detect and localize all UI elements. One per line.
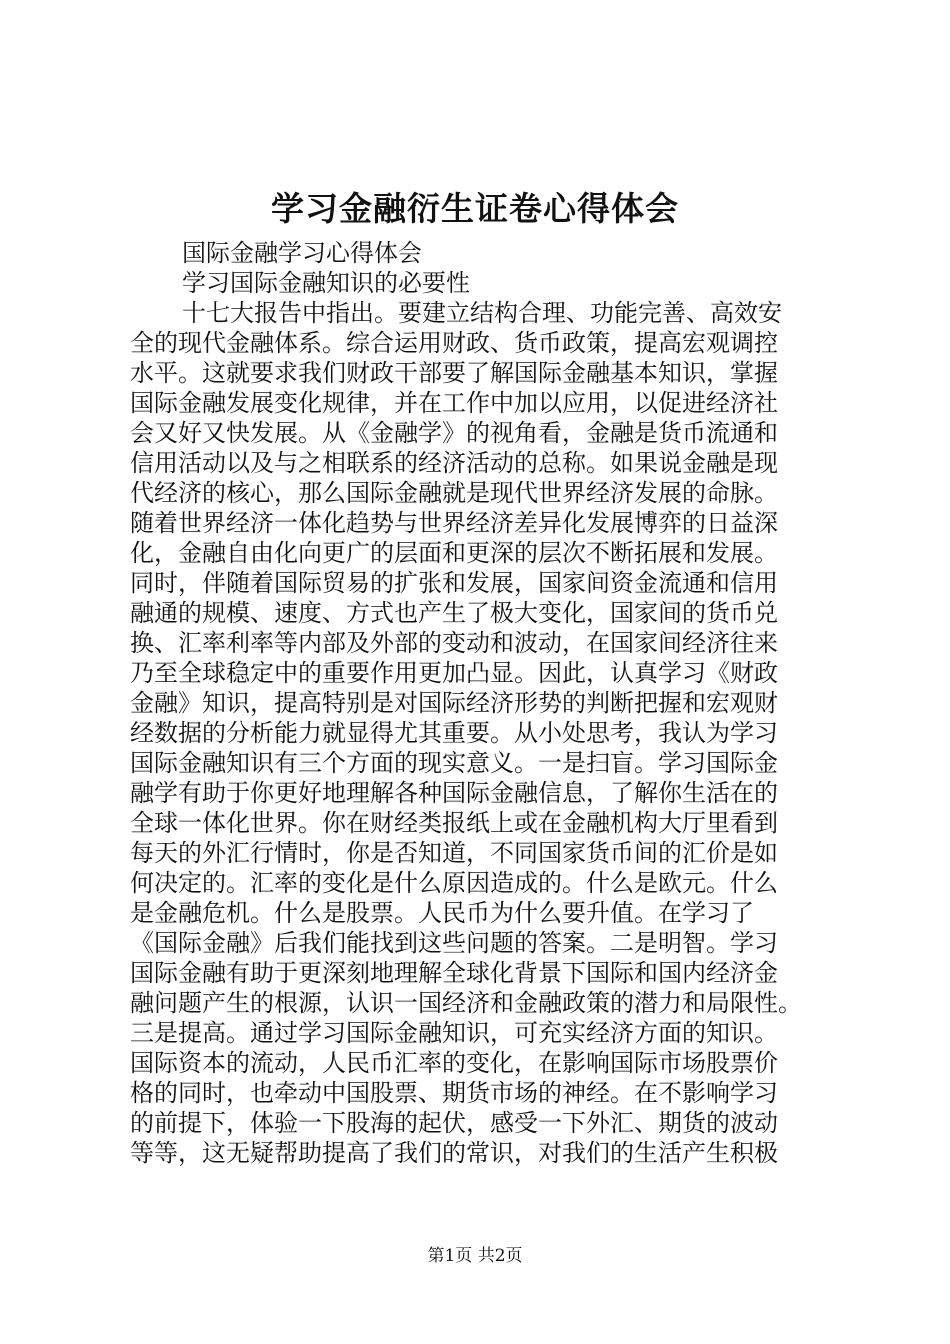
body-line: 代经济的核心，那么国际金融就是现代世界经济发展的命脉。	[130, 479, 778, 507]
body-line: 《国际金融》后我们能找到这些问题的答案。二是明智。学习	[130, 929, 778, 957]
body-line: 全球一体化世界。你在财经类报纸上或在金融机构大厅里看到	[130, 809, 778, 837]
body-line: 信用活动以及与之相联系的经济活动的总称。如果说金融是现	[130, 449, 778, 477]
document-title: 学习金融衍生证卷心得体会	[271, 189, 679, 228]
body-line: 融通的规模、速度、方式也产生了极大变化，国家间的货币兑	[130, 599, 778, 627]
body-line: 每天的外汇行情时，你是否知道，不同国家货币间的汇价是如	[130, 839, 778, 867]
body-line: 化，金融自由化向更广的层面和更深的层次不断拓展和发展。	[130, 539, 778, 567]
body-line: 国际金融知识有三个方面的现实意义。一是扫盲。学习国际金	[130, 749, 778, 777]
body-line: 十七大报告中指出。要建立结构合理、功能完善、高效安	[182, 299, 782, 327]
page-footer: 第1页 共2页	[427, 1246, 523, 1266]
body-line: 同时，伴随着国际贸易的扩张和发展，国家间资金流通和信用	[130, 569, 778, 597]
body-line: 国际金融发展变化规律，并在工作中加以应用，以促进经济社	[130, 389, 778, 417]
body-line: 何决定的。汇率的变化是什么原因造成的。什么是欧元。什么	[130, 869, 778, 897]
body-line: 三是提高。通过学习国际金融知识，可充实经济方面的知识。	[130, 1019, 778, 1047]
body-line: 融问题产生的根源，认识一国经济和金融政策的潜力和局限性。	[130, 989, 802, 1017]
body-line: 等等，这无疑帮助提高了我们的常识，对我们的生活产生积极	[130, 1139, 778, 1167]
subtitle-line: 国际金融学习心得体会	[182, 239, 422, 267]
body-line: 融学有助于你更好地理解各种国际金融信息，了解你生活在的	[130, 779, 778, 807]
body-line: 全的现代金融体系。综合运用财政、货币政策，提高宏观调控	[130, 329, 778, 357]
body-line: 国际金融有助于更深刻地理解全球化背景下国际和国内经济金	[130, 959, 778, 987]
body-line: 水平。这就要求我们财政干部要了解国际金融基本知识，掌握	[130, 359, 778, 387]
body-line: 乃至全球稳定中的重要作用更加凸显。因此，认真学习《财政	[130, 659, 778, 687]
body-line: 是金融危机。什么是股票。人民币为什么要升值。在学习了	[130, 899, 754, 927]
subtitle-line: 学习国际金融知识的必要性	[182, 269, 470, 297]
body-line: 金融》知识，提高特别是对国际经济形势的判断把握和宏观财	[130, 689, 778, 717]
body-line: 随着世界经济一体化趋势与世界经济差异化发展博弈的日益深	[130, 509, 778, 537]
body-line: 换、汇率利率等内部及外部的变动和波动，在国家间经济往来	[130, 629, 778, 657]
body-line: 格的同时，也牵动中国股票、期货市场的神经。在不影响学习	[130, 1079, 778, 1107]
body-line: 国际资本的流动，人民币汇率的变化，在影响国际市场股票价	[130, 1049, 778, 1077]
body-line: 经数据的分析能力就显得尤其重要。从小处思考，我认为学习	[130, 719, 778, 747]
body-line: 的前提下，体验一下股海的起伏，感受一下外汇、期货的波动	[130, 1109, 778, 1137]
body-line: 会又好又快发展。从《金融学》的视角看，金融是货币流通和	[130, 419, 778, 447]
